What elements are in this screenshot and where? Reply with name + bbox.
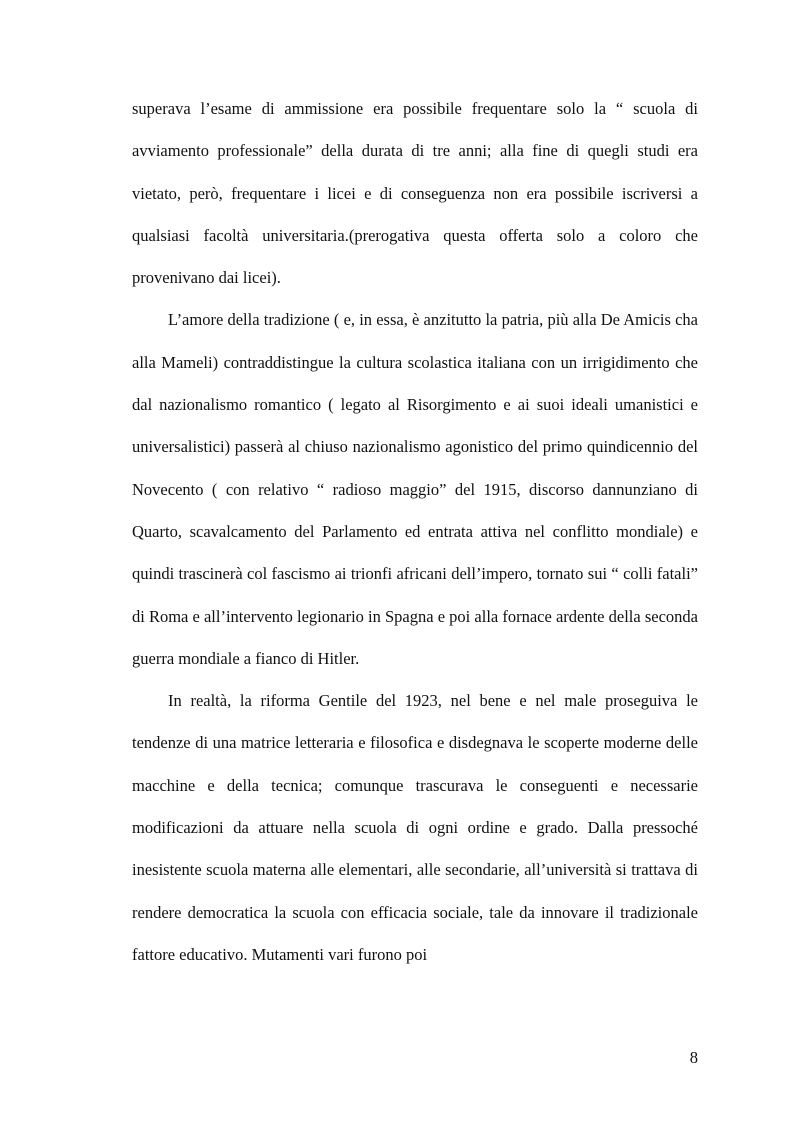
document-page (132, 88, 698, 976)
paragraph-tradition: L’amore della tradizione ( e, in essa, è anzitutto la patria, più alla De Amicis cha alla Mameli) contraddistingue la cultura scolastica italiana con un irrigidimento che dal nazionalismo romantico ( legato al Risorgimento e ai suoi ideali umanistici e universalistici) passerà al chiuso nazionalismo agonistico del primo quindicennio del Novecento ( con relativo “ radioso maggio” del 1915, discorso dannunziano di Quarto, scavalcamento del Parlamento ed entrata attiva nel conflitto mondiale) e quindi trascinerà col fascismo ai trionfi africani dell’impero, tornato sui “ colli fatali” di Roma e all’intervento legionario in Spagna e poi alla fornace ardente della seconda guerra mondiale a fianco di Hitler. (132, 310, 698, 668)
paragraph-continuation: superava l’esame di ammissione era possibile frequentare solo la “ scuola di avviamento professionale” della durata di tre anni; alla fine di quegli studi era vietato, però, frequentare i licei e di conseguenza non era possibile iscriversi a qualsiasi facoltà universitaria.(prerogativa questa offerta solo a coloro che provenivano dai licei). (132, 99, 698, 288)
page-number: 8 (689, 1048, 698, 1067)
paragraph-gentile-reform: In realtà, la riforma Gentile del 1923, nel bene e nel male proseguiva le tendenze di una matrice letteraria e filosofica e disdegnava le scoperte moderne delle macchine e della tecnica; comunque trascurava le conseguenti e necessarie modificazioni da attuare nella scuola di ogni ordine e grado. Dalla pressoché inesistente scuola materna alle elementari, alle secondarie, all’università si trattava di rendere democratica la scuola con efficacia sociale, tale da innovare il tradizionale fattore educativo. Mutamenti vari furono poi (132, 691, 698, 964)
